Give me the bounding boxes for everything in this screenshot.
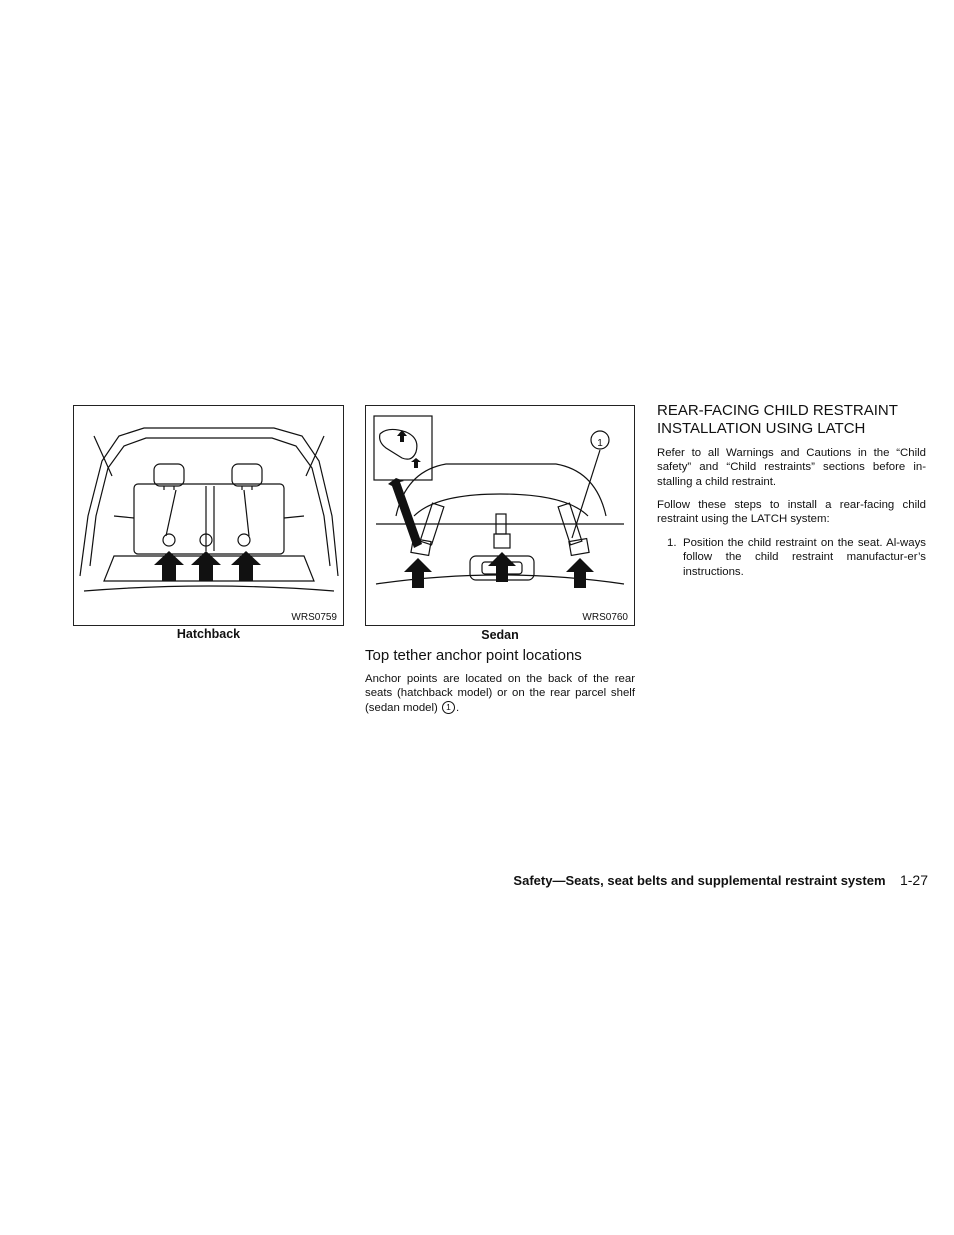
reference-number: 1 (442, 701, 455, 714)
hatchback-figure (73, 405, 344, 626)
section-heading-latch (657, 402, 932, 438)
callout-number: 1 (597, 438, 603, 449)
anchor-paragraph (365, 672, 635, 715)
heading-line-2: INSTALLATION USING LATCH (657, 420, 866, 437)
footer-section-title: Safety—Seats, seat belts and supplemental restraint system (513, 873, 886, 888)
anchor-paragraph-text: Anchor points are located on the back of the rear seats (hatchback model) or on the rear parcel shelf (sedan model) (365, 673, 635, 714)
latch-paragraph-2: Follow these steps to install a rear-facing child restraint using the LATCH system: (657, 499, 926, 526)
page-footer (420, 872, 928, 890)
hatchback-illustration (74, 406, 343, 625)
latch-step-1 (657, 536, 926, 579)
heading-line-1: REAR-FACING CHILD RESTRAINT (657, 402, 898, 419)
anchor-paragraph-end: . (455, 701, 460, 714)
figure-code: WRS0759 (291, 612, 337, 623)
figure-caption-sedan: Sedan (481, 628, 519, 642)
page-number: 1-27 (899, 872, 928, 888)
step-text: Position the child restraint on the seat. Al-ways follow the child restraint manufactur-er’s instructions. (683, 537, 926, 578)
figure-code: WRS0760 (582, 612, 628, 623)
figure-caption-hatchback: Hatchback (176, 627, 241, 641)
section-title-anchor: Top tether anchor point locations (365, 647, 582, 664)
sedan-illustration (366, 406, 634, 625)
step-number: 1. (667, 537, 677, 549)
latch-paragraph-1: Refer to all Warnings and Cautions in the “Child safety” and “Child restraints” sections before in-stalling a child restraint. (657, 447, 926, 488)
sedan-figure (365, 405, 635, 626)
